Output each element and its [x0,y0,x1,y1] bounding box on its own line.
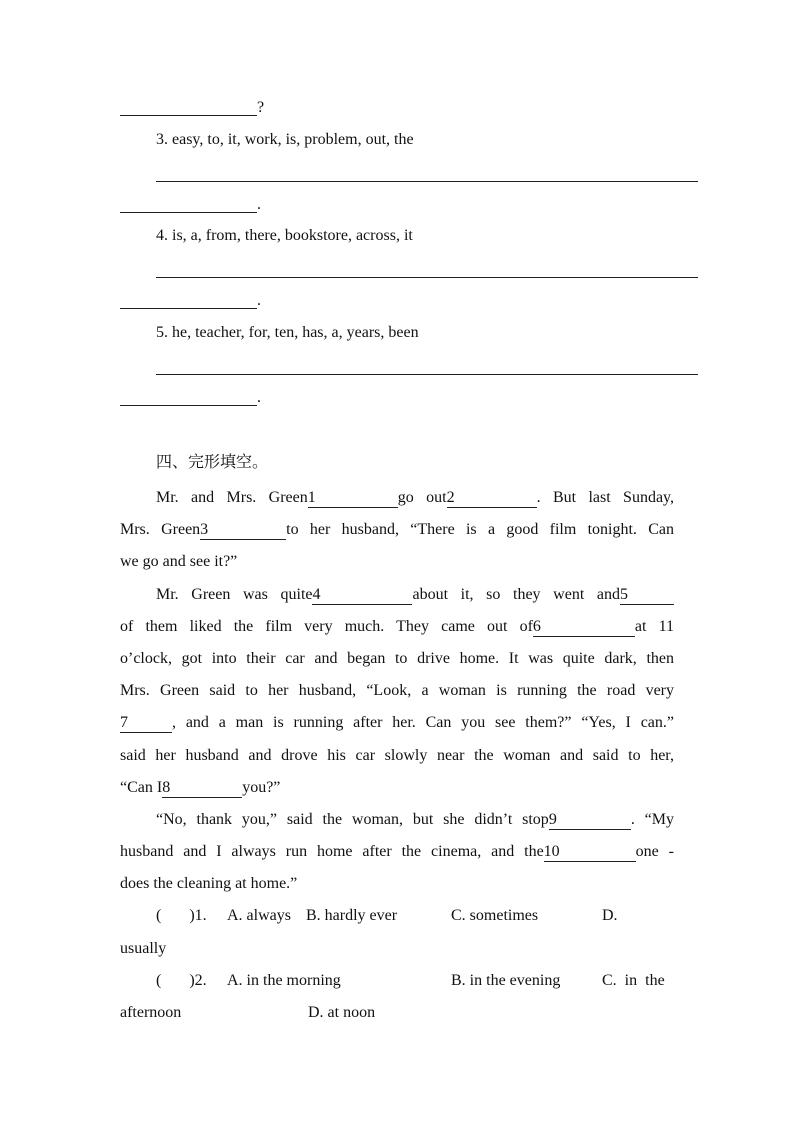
blank-7[interactable]: 7 [120,714,172,733]
blank-3[interactable]: 3 [200,521,286,540]
answer-line-4[interactable] [156,277,698,278]
answer-line-4-tail[interactable] [120,308,257,309]
question-2 [156,971,207,991]
option-b: B. in the evening [451,972,561,989]
answer-line-5[interactable] [156,374,698,375]
option-a: A. always [227,907,291,924]
question-number: 2. [194,972,207,989]
answer-paren-close: ) [189,972,195,989]
passage-line: “No, thank you,” said the woman, but she didn’t stop9 . “My [156,810,674,828]
question-5-words: 5. he, teacher, for, ten, has, a, years, been [156,324,419,341]
blank-5[interactable]: 5 [620,586,674,605]
option-c-continued: afternoon [120,1004,182,1021]
blank-6[interactable]: 6 [533,618,635,637]
option-d: D. at noon [308,1004,376,1021]
passage-line: of them liked the film very much. They came out of6 at 11 [120,617,675,635]
passage-line: “Can I8 you?” [120,778,281,796]
answer-paren-open: ( [156,907,162,924]
end-mark: . [257,292,261,309]
end-mark: . [257,389,261,406]
answer-paren-open: ( [156,972,162,989]
answer-line-2-tail[interactable] [120,115,257,116]
end-mark: ? [257,99,265,116]
answer-line-3[interactable] [156,181,698,182]
passage-line: Mrs. Green3 to her husband, “There is a good film tonight. Can [120,521,674,539]
blank-9[interactable]: 9 [549,811,631,830]
blank-10[interactable]: 10 [544,843,636,862]
blank-8[interactable]: 8 [162,779,242,798]
question-3-words: 3. easy, to, it, work, is, problem, out, the [156,131,414,148]
section-title: 四、完形填空。 [156,452,269,471]
passage-line: Mr. Green was quite4 about it, so they went and5 [120,579,674,611]
passage-line: does the cleaning at home.” [120,875,298,893]
answer-line-3-tail[interactable] [120,212,257,213]
passage-line: Mr. and Mrs. Green1 go out2 . But last Sunday, [156,489,675,506]
answer-line-5-tail[interactable] [120,405,257,406]
cloze-passage [120,482,674,900]
passage-line: o’clock, got into their car and began to drive home. It was quite dark, then [120,649,674,667]
option-c: C. sometimes [451,907,539,924]
blank-2[interactable]: 2 [447,489,537,508]
option-a: A. in the morning [227,972,341,989]
blank-4[interactable]: 4 [312,586,412,605]
option-b: B. hardly ever [306,907,398,924]
question-4-words: 4. is, a, from, there, bookstore, across, it [156,227,413,244]
end-mark: . [257,196,261,213]
passage-line: Mrs. Green said to her husband, “Look, a woman is running the road very [120,682,674,700]
passage-line: said her husband and drove his car slowly near the woman and said to her, [120,746,674,764]
question-1 [156,906,207,926]
passage-line: 7 , and a man is running after her. Can you see them?” “Yes, I can.” [120,714,674,732]
blank-1[interactable]: 1 [308,489,398,508]
option-d: D. [602,907,618,924]
question-number: 1. [194,907,207,924]
answer-paren-close: ) [189,907,195,924]
option-d-continued: usually [120,940,167,957]
passage-line: husband and I always run home after the cinema, and the10 one - [120,843,674,861]
option-c: C. in the [602,972,665,989]
passage-line: we go and see it?” [120,553,238,571]
